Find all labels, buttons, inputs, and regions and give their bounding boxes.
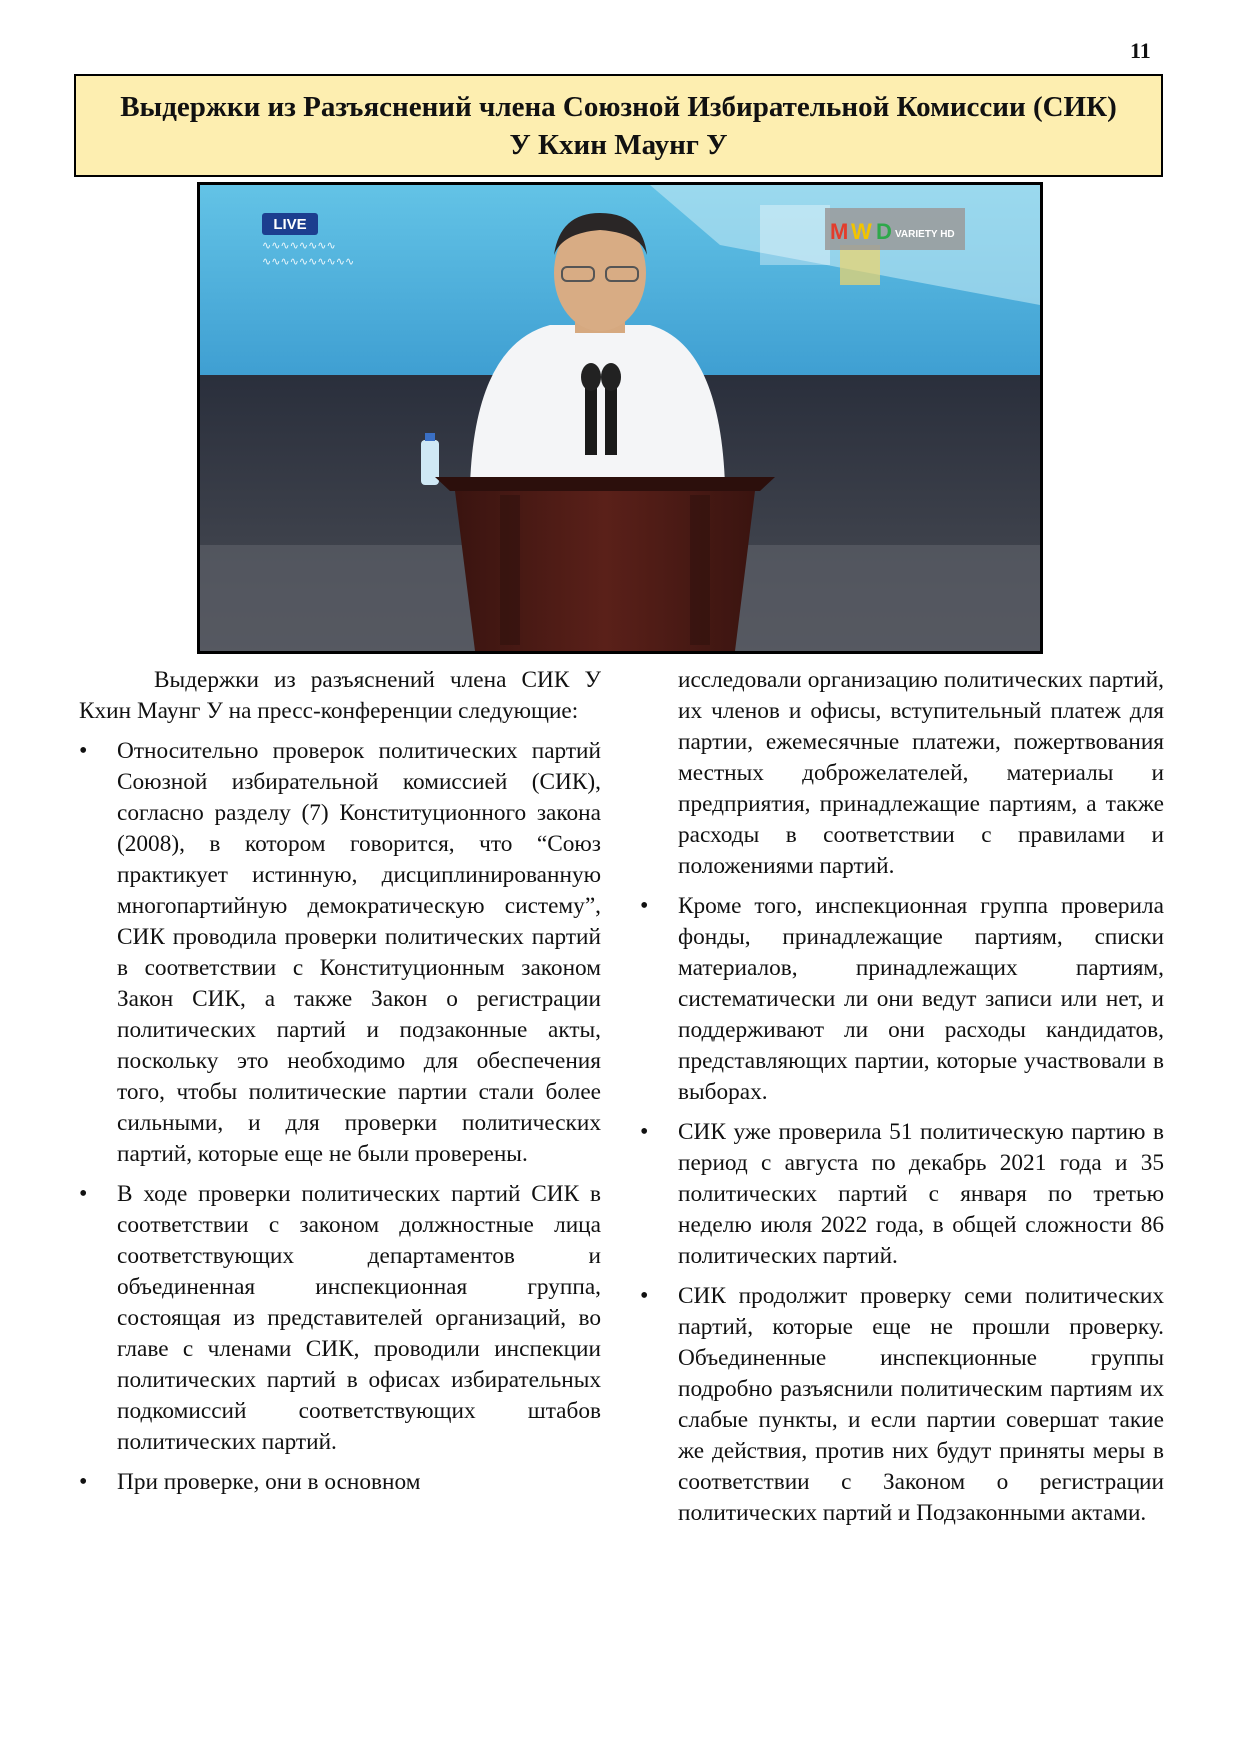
svg-text:M: M [830,219,849,244]
svg-text:∿∿∿∿∿∿∿∿∿∿: ∿∿∿∿∿∿∿∿∿∿ [262,255,355,268]
bullet-item: • СИК уже проверила 51 политическую партию в период с августа по декабрь 2021 года и 35 политических партий с января по третью неделю июля 2022 года, в общей сложности 86 политических партий. [640,1117,1164,1272]
live-badge-text: LIVE [273,216,307,233]
press-conference-photo [197,182,1043,654]
svg-text:W: W [851,219,872,244]
svg-text:D: D [876,219,892,244]
right-column [640,665,1164,1529]
left-column [79,665,601,1498]
left-bullet-list [79,736,601,1498]
bullet-item: • СИК продолжит проверку семи политических партий, которые еще не прошли проверку. Объединенные инспекционные группы подробно разъяснили политическим партиям их слабые пункты, и если партии совершат такие же действия, против них будут приняты меры в соответствии с Законом о регистрации политических партий и Подзаконными актами. [640,1281,1164,1529]
bullet-item: • Относительно проверок политических партий Союзной избирательной комиссией (СИК), согласно разделу (7) Конституционного закона (2008), в котором говорится, что “Союз практикует истинную, дисциплинированную многопартийную демократическую систему”, СИК проводила проверки политических партий в соответствии с Конституционным законом Закон СИК, а также Закон о регистрации политических партий и подзаконные акты, поскольку это необходимо для обеспечения того, чтобы политические партии стали более сильными, и для проверки политических партий, которые еще не были проверены. [79,736,601,1170]
right-bullet-list [640,891,1164,1529]
continued-paragraph: исследовали организацию политических партий, их членов и офисы, вступительный платеж для партии, ежемесячные платежи, пожертвования местных доброжелателей, материалы и предприятия, принадлежащие партиям, а также расходы в соответствии с правилами и положениями партий. [678,667,1164,879]
title-line-2: У Кхин Маунг У [509,128,728,161]
title-line-1: Выдержки из Разъяснений члена Союзной Избирательной Комиссии (СИК) [120,90,1117,123]
title-box [74,74,1163,177]
svg-text:VARIETY HD: VARIETY HD [895,229,955,240]
svg-text:∿∿∿∿∿∿∿∿: ∿∿∿∿∿∿∿∿ [262,239,336,252]
photo-illustration [200,185,1040,651]
page-number: 11 [1130,38,1151,63]
water-bottle [421,440,439,485]
intro-paragraph: Выдержки из разъяснений члена СИК У Кхин Маунг У на пресс-конференции следующие: [79,667,601,724]
bullet-item: • В ходе проверки политических партий СИК в соответствии с законом должностные лица соответствующих департаментов и объединенная инспекционная группа, состоящая из представителей организаций, во главе с членами СИК, проводили инспекции политических партий в офисах избирательных подкомиссий соответствующих штабов политических партий. [79,1179,601,1458]
bullet-item: • При проверке, они в основном [79,1467,601,1498]
bullet-item: • Кроме того, инспекционная группа проверила фонды, принадлежащие партиям, списки материалов, принадлежащих партиям, систематически ли они ведут записи или нет, и поддерживают ли они расходы кандидатов, представляющих партии, которые участвовали в выборах. [640,891,1164,1108]
